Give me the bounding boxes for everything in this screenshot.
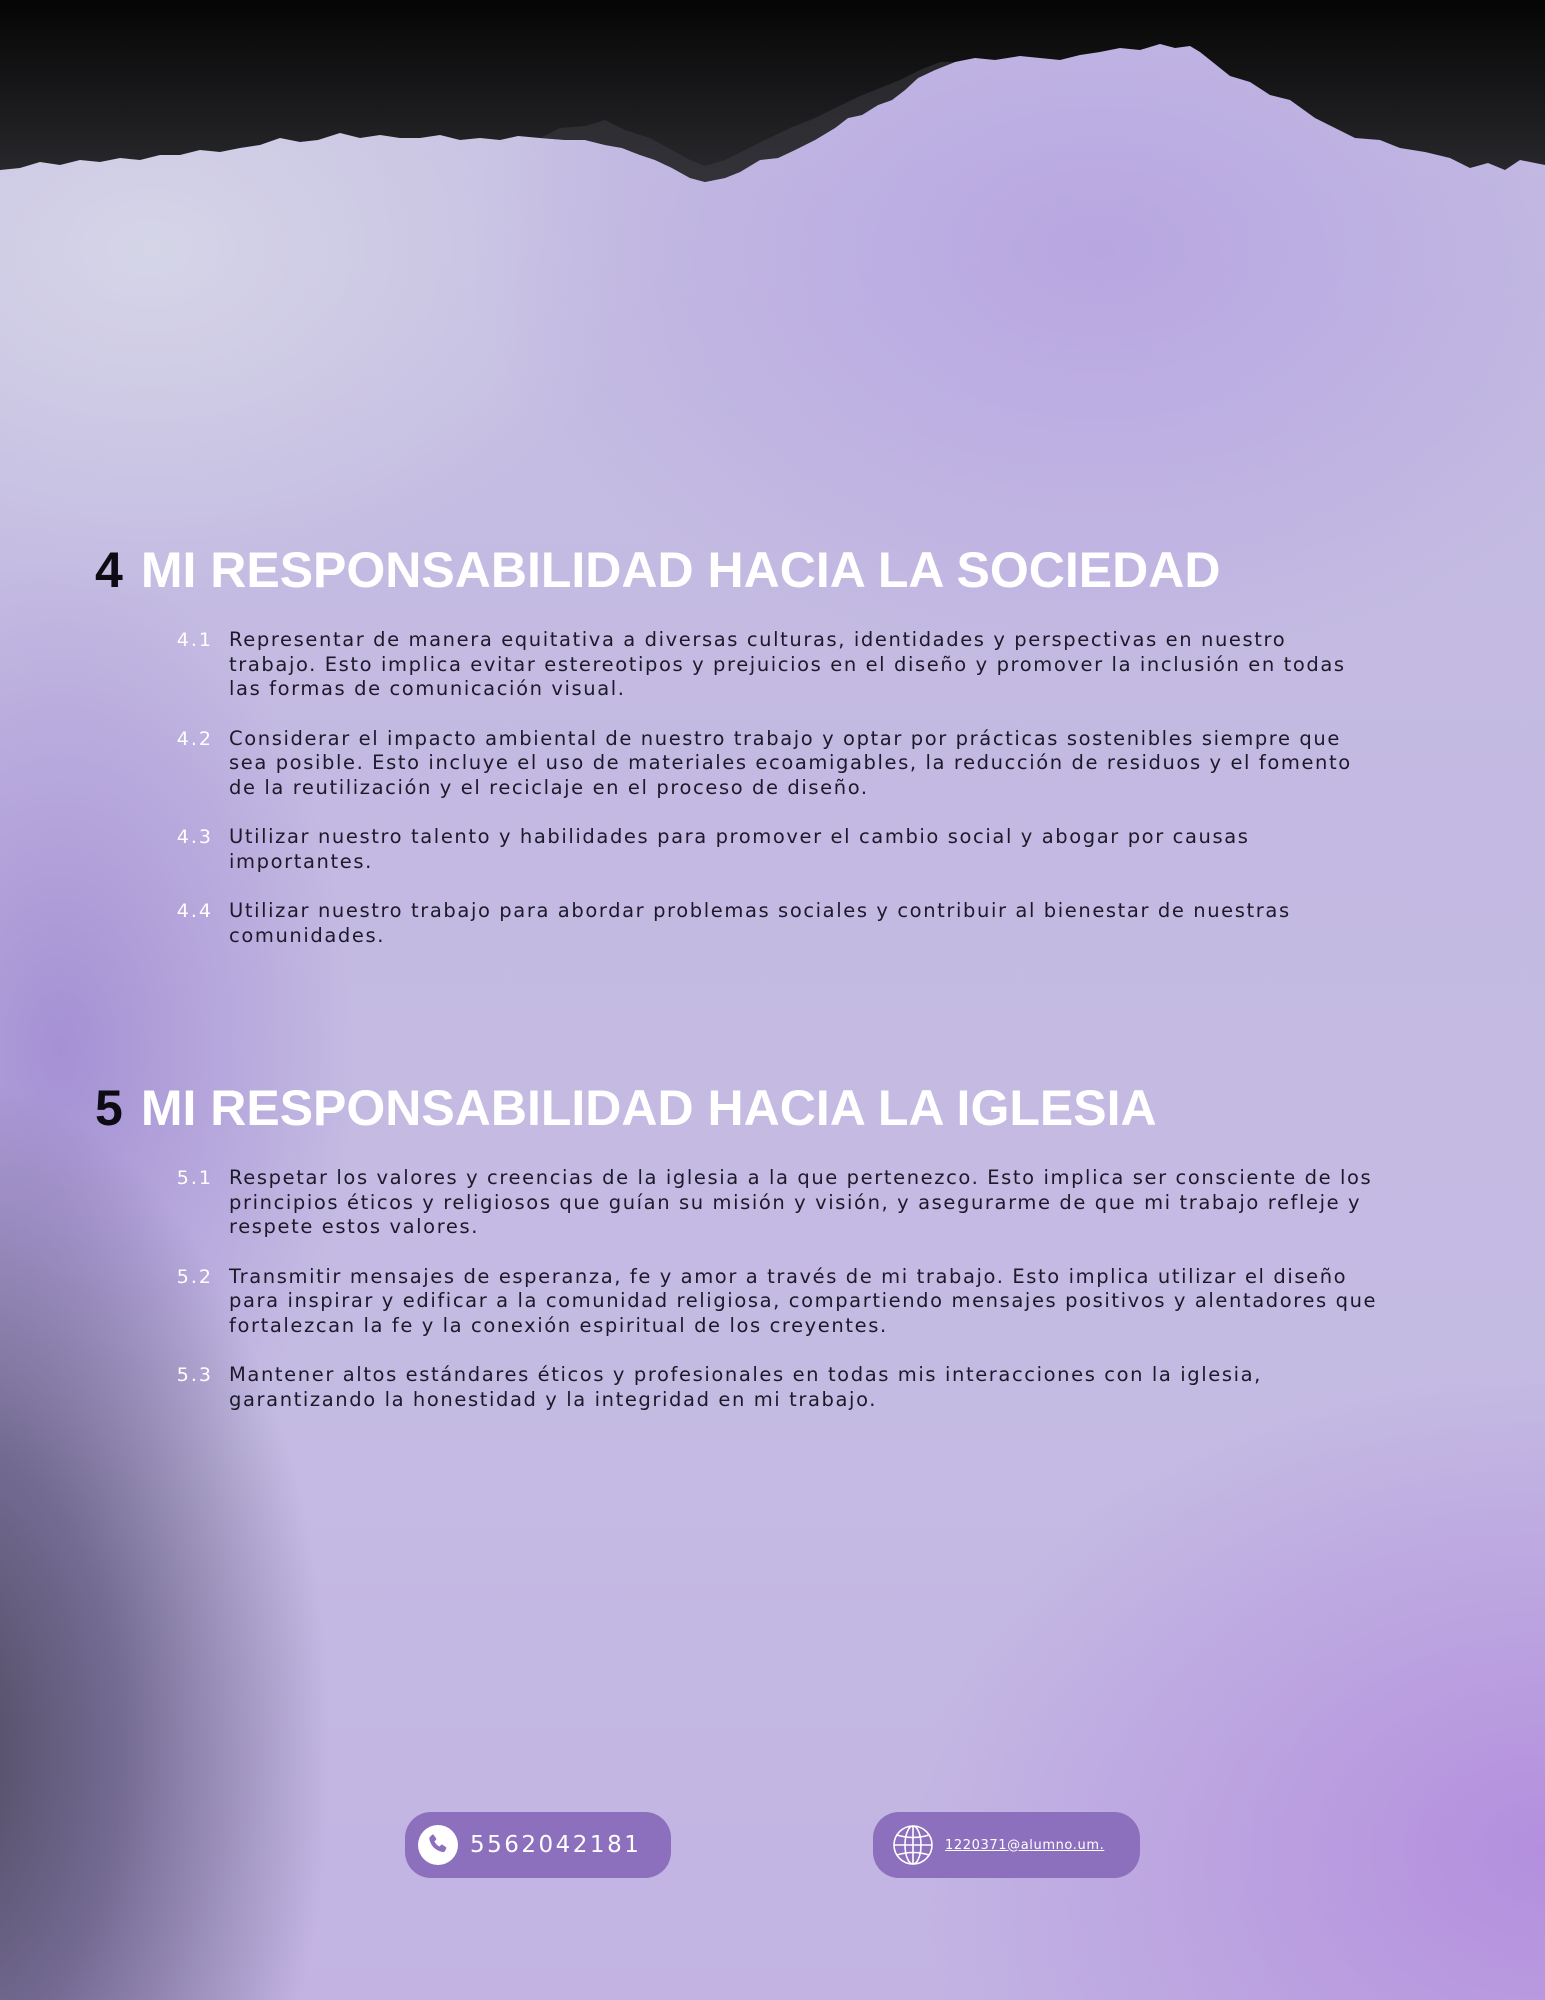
item-text: Considerar el impacto ambiental de nuestro trabajo y optar por prácticas sostenibles siempre que sea posible. Esto incluye el uso de materiales ecoamigables, la reducción de residuos y el fomento de la reutilización y el reciclaje en el proceso de diseño. (229, 726, 1352, 799)
torn-paper-edge (0, 0, 1545, 200)
list-item (95, 1265, 1395, 1339)
item-text: Representar de manera equitativa a diversas culturas, identidades y perspectivas en nuestro trabajo. Esto implica evitar estereotipos y prejuicios en el diseño y promover la inclusión en todas las formas de comunicación visual. (229, 628, 1346, 700)
list-item (95, 1363, 1395, 1412)
list-item (95, 1166, 1395, 1240)
section-church (95, 1078, 1395, 1437)
item-text: Respetar los valores y creencias de la iglesia a la que pertenezco. Esto implica ser consciente de los principios éticos y religiosos que guían su misión y visión, y asegurarme de que mi trabajo refleje y respete estos valores. (229, 1166, 1373, 1238)
item-number: 4.4 (176, 900, 213, 922)
email-link[interactable]: 1220371@alumno.um. (945, 1837, 1105, 1853)
item-list (95, 628, 1395, 948)
list-item (95, 727, 1395, 801)
section-heading (95, 540, 1395, 600)
section-heading (95, 1078, 1395, 1138)
list-item (95, 628, 1395, 702)
list-item (95, 825, 1395, 874)
item-text: Utilizar nuestro talento y habilidades para promover el cambio social y abogar por causas importantes. (229, 825, 1250, 873)
item-list (95, 1166, 1395, 1412)
phone-number: 5562042181 (470, 1832, 642, 1858)
item-number: 4.3 (176, 826, 213, 848)
section-title: MI RESPONSABILIDAD HACIA LA SOCIEDAD (140, 542, 1221, 598)
item-number: 4.2 (176, 727, 213, 750)
item-number: 5.1 (176, 1167, 213, 1189)
list-item (95, 899, 1395, 948)
section-title: MI RESPONSABILIDAD HACIA LA IGLESIA (140, 1080, 1157, 1136)
phone-icon (418, 1825, 458, 1865)
item-text: Transmitir mensajes de esperanza, fe y amor a través de mi trabajo. Esto implica utilizar el diseño para inspirar y edificar a la comunidad religiosa, compartiendo mensajes positivos y alentadores que fortalezcan la fe y la conexión espiritual de los creyentes. (229, 1264, 1378, 1337)
globe-icon (891, 1823, 935, 1867)
item-number: 5.3 (176, 1364, 213, 1386)
item-text: Mantener altos estándares éticos y profesionales en todas mis interacciones con la iglesia, garantizando la honestidad y la integridad en mi trabajo. (229, 1363, 1262, 1411)
section-number: 4 (95, 542, 123, 598)
item-number: 4.1 (176, 629, 213, 651)
item-text: Utilizar nuestro trabajo para abordar problemas sociales y contribuir al bienestar de nuestras comunidades. (229, 899, 1291, 947)
web-contact-link[interactable] (873, 1812, 1140, 1878)
section-society (95, 540, 1395, 973)
phone-contact-button[interactable] (405, 1812, 671, 1878)
section-number: 5 (95, 1080, 123, 1136)
item-number: 5.2 (176, 1265, 213, 1288)
